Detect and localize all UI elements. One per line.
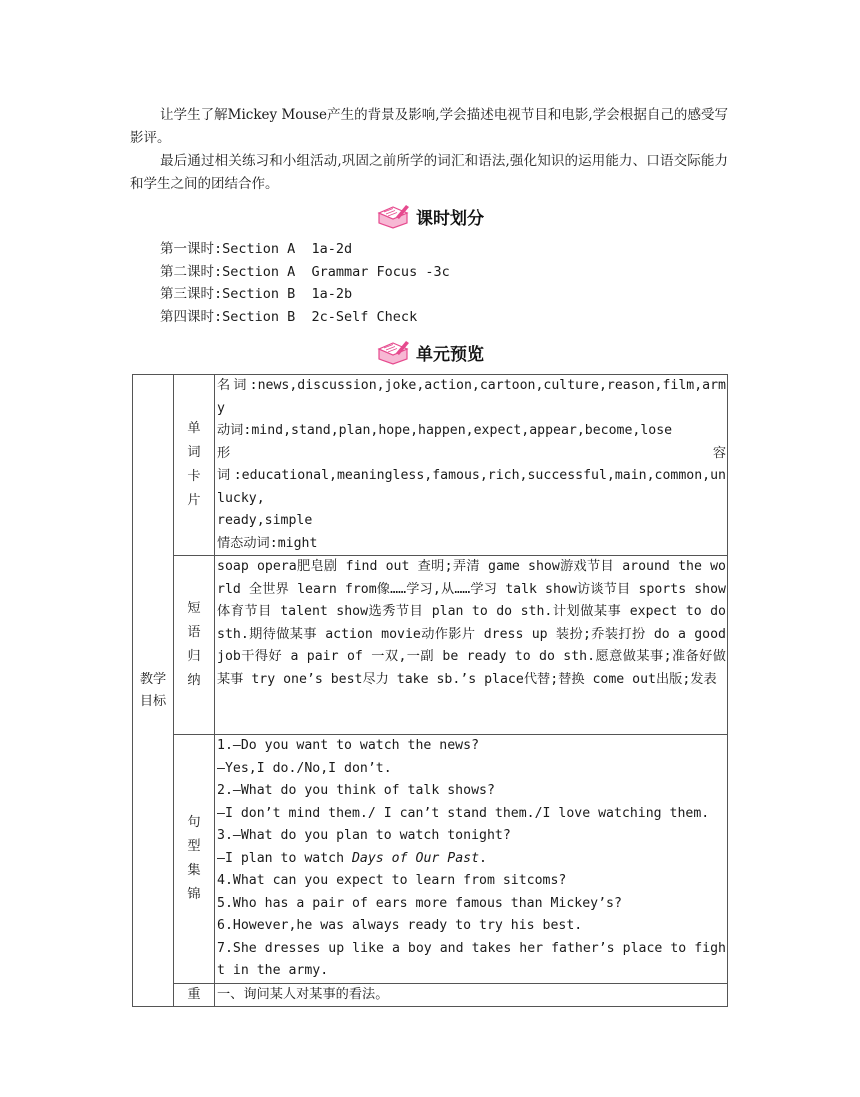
- sentences-label-cell: [174, 735, 215, 984]
- lesson-item: 第一课时:Section A 1a-2d: [160, 241, 353, 257]
- sentence-line: 6.However,he was always ready to try his best.: [217, 918, 583, 933]
- teaching-goals-cell: [133, 375, 174, 1007]
- lesson-item: 第四课时:Section B 2c-Self Check: [160, 308, 418, 325]
- lessons-list: [160, 238, 450, 328]
- vocab-content: [215, 375, 728, 556]
- phrases-text: soap opera肥皂剧 find out 查明;弄清 game show游戏节目 around the world 全世界 learn from像……学习,从……学习 talk show访谈节目 sports show体育节目 talent show选秀节目 plan to do sth.计划做某事 expect to do sth.期待做某事 action movie动作影片 dress up 装扮;乔装打扮 do a good job干得好 a pair of 一双,一副 be ready to do sth.愿意做某事;准备好做某事 try one’s best尽力 take sb.’s place代替;替换 come out出版;发表: [217, 559, 726, 687]
- lessons-heading: [0, 203, 860, 233]
- vocab-label-cell: [174, 375, 215, 556]
- sentence-line: 2.—What do you think of talk shows?: [217, 783, 495, 798]
- adjectives-line: 词:educational,meaningless,famous,rich,successful,main,common,unlucky,: [217, 468, 726, 506]
- phrases-label: 短语归纳: [187, 601, 201, 688]
- notebook-pen-icon: [376, 339, 410, 365]
- preview-heading: [0, 339, 860, 369]
- vocab-label: 单词卡片: [187, 421, 201, 508]
- sentence-line: 1.—Do you want to watch the news?: [217, 738, 480, 753]
- intro-paragraph-1: 让学生了解Mickey Mouse产生的背景及影响,学会描述电视节目和电影,学会根据自己的感受写影评。: [130, 107, 728, 146]
- lesson-item: 第三课时:Section B 1a-2b: [160, 286, 353, 303]
- sentence-line: 7.She dresses up like a boy and takes her father’s place to fight in the army.: [217, 940, 726, 978]
- key-content: [215, 983, 728, 1007]
- sentences-content: [215, 735, 728, 984]
- nouns-line: 名词:news,discussion,joke,action,cartoon,culture,reason,film,army: [217, 378, 726, 416]
- intro-paragraph-2: 最后通过相关练习和小组活动,巩固之前所学的词汇和语法,强化知识的运用能力、口语交际能力和学生之间的团结合作。: [130, 153, 728, 192]
- sentence-line: —I plan to watch Days of Our Past.: [217, 850, 487, 866]
- unit-preview-table: [132, 374, 728, 1007]
- phrases-label-cell: [174, 556, 215, 735]
- key-label-cell: [174, 983, 215, 1007]
- lessons-title: 课时划分: [416, 208, 484, 229]
- sentence-line: —Yes,I do./No,I don’t.: [217, 760, 392, 776]
- sentences-label: 句型集锦: [187, 814, 201, 902]
- teaching-goals-label: 教学目标: [139, 671, 167, 709]
- adjectives-line-2: ready,simple: [217, 513, 313, 528]
- adj-label-line: 形 容: [217, 445, 726, 461]
- key-text: 一、询问某人对某事的看法。: [217, 986, 389, 1002]
- sentence-line: —I don’t mind them./ I can’t stand them./I love watching them.: [217, 805, 710, 821]
- key-label: 重: [187, 986, 201, 1002]
- phrases-content: [215, 556, 728, 735]
- sentence-line: 3.—What do you plan to watch tonight?: [217, 828, 511, 843]
- verbs-line: 动词:mind,stand,plan,hope,happen,expect,appear,become,lose: [217, 423, 673, 438]
- notebook-pen-icon: [376, 203, 410, 229]
- lesson-item: 第二课时:Section A Grammar Focus -3c: [160, 263, 450, 280]
- sentence-line: 5.Who has a pair of ears more famous than Mickey’s?: [217, 895, 622, 911]
- preview-title: 单元预览: [416, 344, 484, 365]
- modal-line: 情态动词:might: [217, 535, 318, 551]
- sentence-line: 4.What can you expect to learn from sitcoms?: [217, 873, 567, 888]
